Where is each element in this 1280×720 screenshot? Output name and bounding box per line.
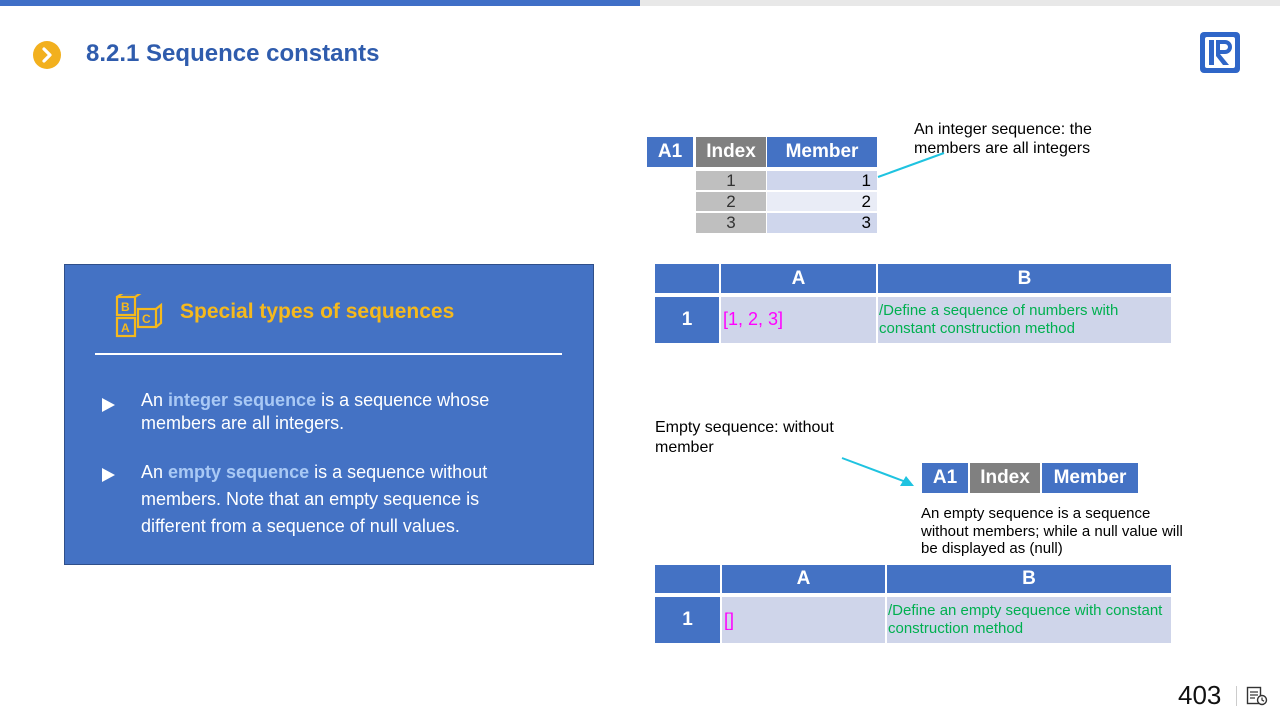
grid-col-b-header: B	[878, 264, 1171, 293]
svg-text:B: B	[121, 300, 130, 314]
result-cell-label: A1	[647, 137, 693, 167]
callout-empty-sequence: Empty sequence: without member	[655, 419, 834, 456]
result-index-cell: 1	[696, 171, 766, 192]
page-title: 8.2.1 Sequence constants	[86, 40, 380, 67]
svg-text:A: A	[121, 321, 130, 335]
result-header-index: Index	[696, 137, 766, 167]
chevron-right-icon	[33, 41, 61, 69]
result-header-member: Member	[767, 137, 877, 167]
grid-col-a-header: A	[721, 264, 876, 293]
highlight-term: empty sequence	[168, 462, 310, 482]
grid-col-b-header: B	[887, 565, 1171, 593]
grid-row-header: 1	[655, 597, 720, 643]
svg-text:C: C	[142, 312, 151, 326]
callout-arrow	[838, 452, 922, 492]
grid-cell-a1[interactable]: [1, 2, 3]	[721, 297, 876, 343]
grid-cell-b1[interactable]: /Define an empty sequence with constant construction method	[887, 597, 1171, 643]
grid-cell-b1[interactable]: /Define a sequence of numbers with constant construction method	[878, 297, 1171, 343]
brand-r-logo	[1199, 31, 1241, 74]
bullet-text-suffix: is a sequence whose members are all integers.	[141, 390, 490, 433]
grid-row-header: 1	[655, 297, 719, 343]
triangle-right-icon	[102, 398, 115, 412]
grid-col-a-header: A	[722, 565, 885, 593]
progress-bar-fill	[0, 0, 640, 6]
callout-connector	[870, 148, 950, 182]
grid-corner	[655, 565, 720, 593]
abc-blocks-icon	[114, 294, 164, 340]
panel-heading: Special types of sequences	[180, 300, 455, 323]
highlight-term: integer sequence	[168, 390, 317, 410]
divider	[1236, 686, 1237, 706]
grid-cell-a1[interactable]: []	[722, 597, 885, 643]
bullet-empty-sequence	[141, 459, 541, 540]
result-member-cell: 3	[767, 213, 877, 235]
grid-corner	[655, 264, 719, 293]
result-index-cell: 3	[696, 213, 766, 235]
empty-result-header-member: Member	[1042, 463, 1138, 493]
empty-result-header-index: Index	[970, 463, 1040, 493]
bullet-text-suffix: is a sequence without members. Note that an empty sequence is different from a sequence of null values.	[141, 462, 488, 536]
bullet-integer-sequence	[141, 389, 541, 435]
empty-result-cell-label: A1	[922, 463, 968, 493]
result-member-cell: 2	[767, 192, 877, 213]
callout-integer-sequence: An integer sequence: the members are all integers	[914, 121, 1092, 157]
triangle-right-icon	[102, 468, 115, 482]
page-number: 403	[1178, 680, 1222, 710]
notes-icon[interactable]	[1246, 686, 1268, 706]
divider	[95, 353, 562, 355]
result-index-cell: 2	[696, 192, 766, 213]
callout-null-value: An empty sequence is a sequence without members; while a null value will be displayed as (null)	[921, 505, 1183, 557]
bullet-text-prefix: An	[141, 462, 169, 482]
result-member-cell: 1	[767, 171, 877, 192]
bullet-text-prefix: An	[141, 390, 169, 410]
